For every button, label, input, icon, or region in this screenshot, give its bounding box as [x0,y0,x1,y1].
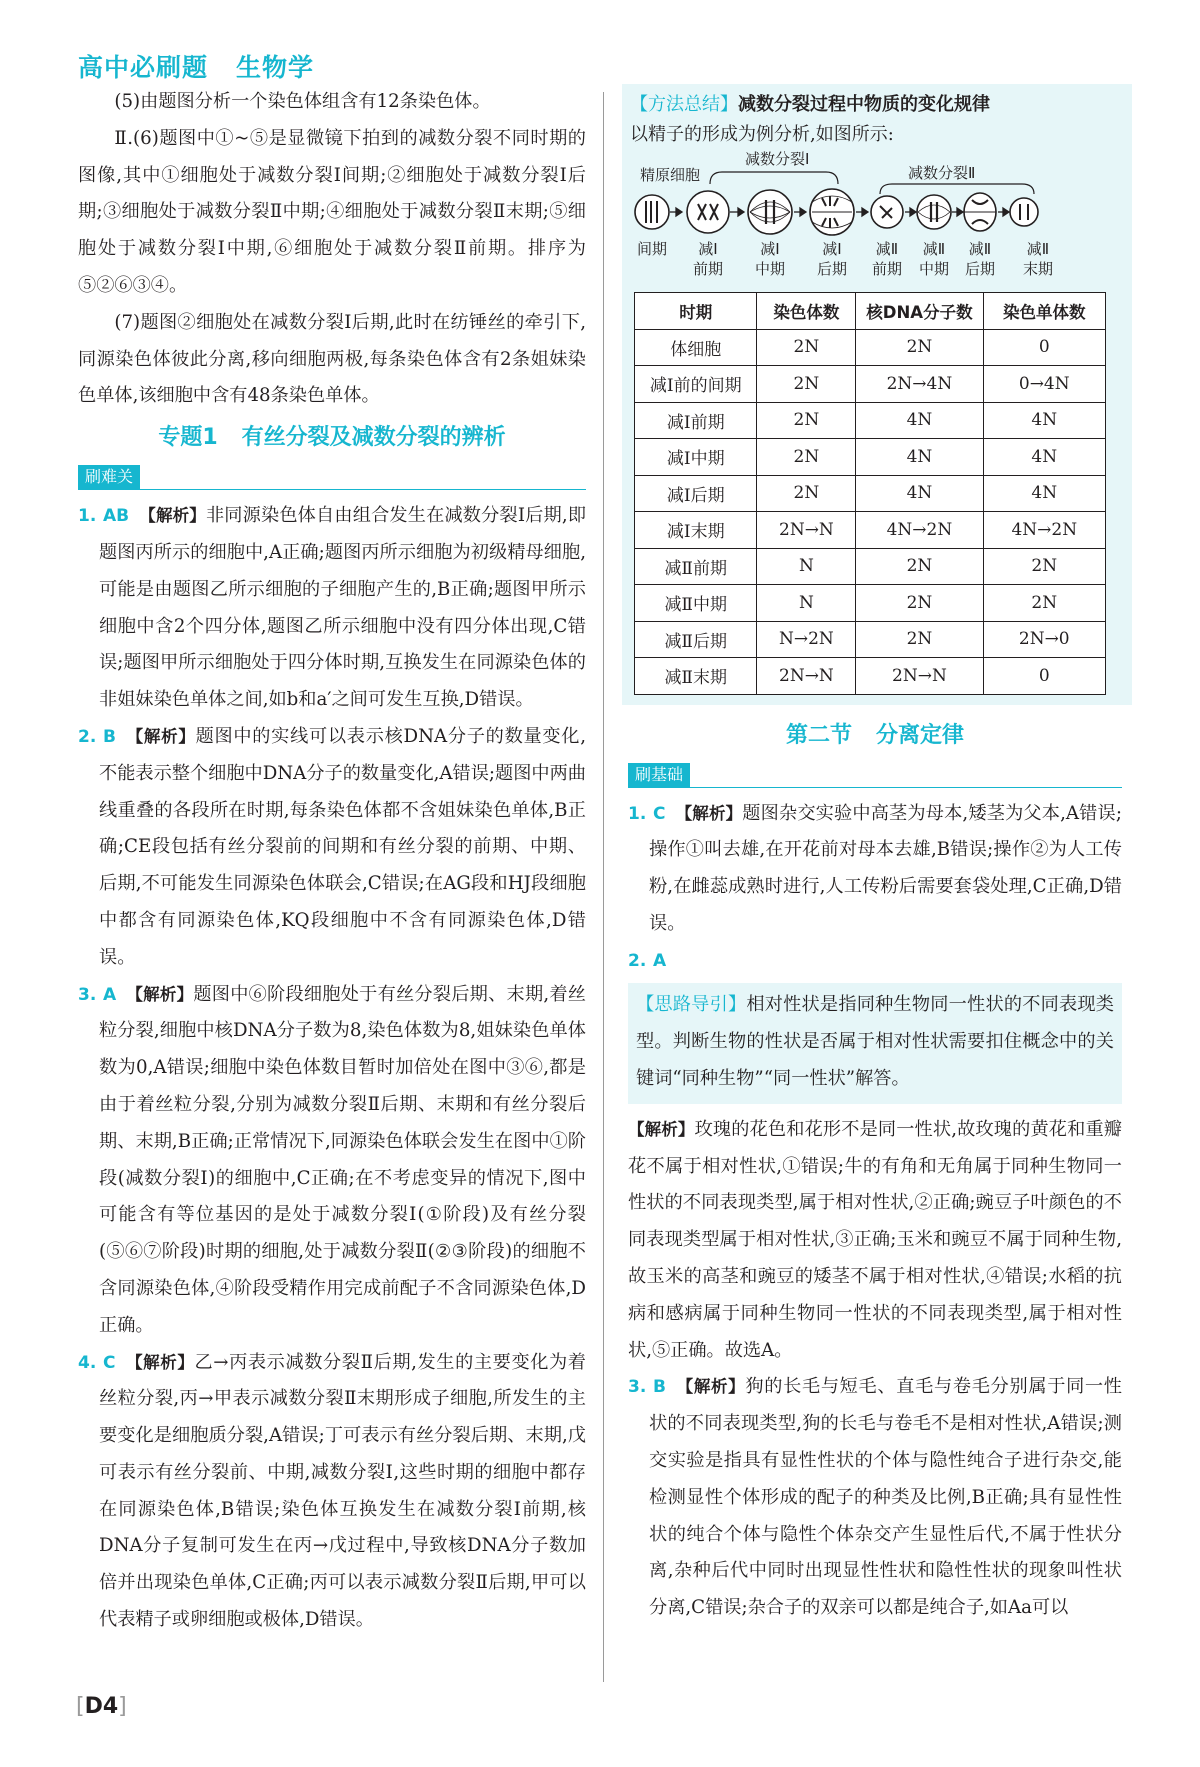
analysis-label: 【解析】 [628,1119,695,1139]
analysis-label: 【解析】 [126,984,194,1004]
stage-label-line2: 前期 [871,260,903,278]
diagram-meiosis1-label: 减数分裂Ⅰ [745,150,810,168]
table-cell: 减Ⅰ后期 [635,475,757,512]
tag-bar-hard [78,463,586,490]
stage-label-line2: 中期 [918,260,950,278]
answer-key: A [653,950,667,971]
table-cell: 2N [856,548,983,585]
question-number: 1. [78,506,97,527]
meiosis-data-table [634,292,1106,695]
stage-label-line1: 减Ⅰ [822,240,842,258]
thinking-guide-box [628,983,1122,1103]
table-cell: 2N [757,329,856,366]
page-bracket-right: ] [118,1694,127,1719]
method-summary-intro: 以精子的形成为例分析,如图所示: [630,124,894,145]
table-header-cell: 核DNA分子数 [856,293,983,330]
table-cell: 0 [983,658,1105,695]
table-cell: 4N→2N [983,512,1105,549]
table-cell: 4N→2N [856,512,983,549]
section-heading [628,719,1122,753]
table-cell: 减Ⅱ末期 [635,658,757,695]
question-r3 [628,1369,1122,1627]
table-cell: 2N→N [757,658,856,695]
question-number: 2. [78,726,97,747]
right-column [628,84,1122,1627]
page-bracket-left: [ [76,1694,85,1719]
table-header-cell: 染色体数 [757,293,856,330]
thinking-guide-text: 相对性状是指同种生物同一性状的不同表现类型。判断生物的性状是否属于相对性状需要扣住概念中的关键词“同种生物”“同一性状”解答。 [636,994,1114,1090]
tag-label: 刷基础 [628,763,690,788]
table-body [635,329,1106,694]
analysis-text: 玫瑰的花色和花形不是同一性状,故玫瑰的黄花和重瓣花不属于相对性状,①错误;牛的有角和无角属于同种生物同一性状的不同表现类型,属于相对性状,②正确;豌豆子叶颜色的不同表现类型属于相对性状,③正确;玉米和豌豆不属于同种生物,故玉米的高茎和豌豆的矮茎不属于相对性状,④错误;水稻的抗病和感病属于同种生物同一性状的不同表现类型,属于相对性状,⑤正确。故选A。 [628,1118,1122,1361]
topic-number: 专题1 [158,425,218,451]
meiosis2-bracket [880,184,1034,194]
cell-interphase [635,195,669,229]
question-number: 1. [628,803,647,824]
stage-label-line1: 减Ⅰ [760,240,780,258]
left-column [78,84,586,1639]
paragraph-6: Ⅱ.(6)题图中①~⑤是显微镜下拍到的减数分裂不同时期的图像,其中①细胞处于减数分裂Ⅰ间期;②细胞处于减数分裂Ⅰ后期;③细胞处于减数分裂Ⅱ中期;④细胞处于减数分裂Ⅱ末期;⑤细胞处于减数分裂Ⅰ中期,⑥细胞处于减数分裂Ⅱ前期。排序为⑤②⑥③④。 [78,127,586,296]
analysis-text: 题图中的实线可以表示核DNA分子的数量变化,不能表示整个细胞中DNA分子的数量变化,A错误;题图中两曲线重叠的各段所在时期,每条染色体都不含姐妹染色单体,B正确;CE段包括有丝分裂前的间期和有丝分裂的前期、中期、后期,不可能发生同源染色体联会,C错误;在AG段和HJ段细胞中都含有同源染色体,KQ段细胞中不含有同源染色体,D错误。 [99,725,586,968]
column-divider [603,92,604,1682]
tag-label: 刷难关 [78,465,140,490]
analysis-label: 【解析】 [675,803,743,823]
stage-label-line2: 前期 [692,260,724,278]
stage-labels [637,240,1053,278]
answer-key: AB [103,506,130,527]
table-row [635,329,1106,366]
page-header [78,48,342,84]
analysis-label: 【解析】 [139,506,206,526]
question-4 [78,1345,586,1639]
table-cell: 2N→4N [856,366,983,403]
table-cell: 2N [757,475,856,512]
method-summary-heading: 减数分裂过程中物质的变化规律 [738,94,990,115]
stage-label-line1: 减Ⅱ [1026,240,1050,258]
analysis-text: 非同源染色体自由组合发生在减数分裂Ⅰ后期,即题图丙所示的细胞中,A正确;题图丙所示细胞为初级精母细胞,可能是由题图乙所示细胞的子细胞产生的,B正确;题图甲所示细胞中含2个四分体,题图乙所示细胞中没有四分体出现,C错误;题图甲所示细胞处于四分体时期,互换发生在同源染色体的非姐妹染色单体之间,如b和a′之间可发生互换,D错误。 [99,505,587,711]
page-number-text: D4 [84,1694,119,1719]
table-cell: 2N [983,548,1105,585]
question-3 [78,977,586,1345]
table-cell: 2N [757,439,856,476]
cell-telophase-2 [1010,198,1038,226]
stage-label-line1: 减Ⅱ [875,240,899,258]
question-number: 3. [78,984,97,1005]
stage-label-line2: 后期 [964,260,996,278]
analysis-text: 乙→丙表示减数分裂Ⅱ后期,发生的主要变化为着丝粒分裂,丙→甲表示减数分裂Ⅱ末期形成子细胞,所发生的主要变化是细胞质分裂,A错误;丁可表示有丝分裂后期、末期,戊可表示有丝分裂前、中期,减数分裂Ⅰ,这些时期的细胞中都存在同源染色体,B错误;染色体互换发生在减数分裂Ⅰ前期,核DNA分子复制可发生在丙→戊过程中,导致核DNA分子数加倍并出现染色单体,C正确;丙可以表示减数分裂Ⅱ后期,甲可以代表精子或卵细胞或极体,D错误。 [99,1351,586,1631]
table-cell: 减Ⅱ后期 [635,621,757,658]
question-r2 [628,943,1122,980]
subject-title: 生物学 [236,53,315,82]
stage-label-line2: 后期 [816,260,848,278]
question-number: 3. [628,1377,647,1398]
thinking-guide-text-wrap [636,987,1114,1097]
table-cell: 减Ⅰ中期 [635,439,757,476]
paragraph-7: (7)题图②细胞处在减数分裂Ⅰ后期,此时在纺锤丝的牵引下,同源染色体彼此分离,移向细胞两极,每条染色体含有2条姐妹染色单体,该细胞中含有48条染色单体。 [78,311,586,407]
table-cell: 减Ⅱ前期 [635,548,757,585]
table-cell: 减Ⅰ前期 [635,402,757,439]
book-title: 高中必刷题 [78,53,209,82]
table-cell: 0 [983,329,1105,366]
analysis-label: 【解析】 [125,726,196,746]
table-cell: N [757,585,856,622]
table-cell: 2N [757,402,856,439]
method-summary-box [622,84,1132,705]
table-cell: 4N [983,402,1105,439]
stage-label-line2: 中期 [754,260,786,278]
question-r1 [628,796,1122,943]
table-cell: 4N [856,402,983,439]
table-row [635,366,1106,403]
cell-metaphase-1 [748,190,792,234]
table-row [635,585,1106,622]
section-number: 第二节 [785,722,852,748]
meiosis1-bracket [710,172,838,184]
analysis-label: 【解析】 [675,1377,746,1397]
table-row [635,512,1106,549]
question-number: 4. [78,1352,97,1373]
stage-label-line1: 减Ⅰ [698,240,718,258]
table-cell: N→2N [757,621,856,658]
section-title: 分离定律 [876,722,965,748]
table-cell: 0→4N [983,366,1105,403]
question-2 [78,719,586,977]
table-cell: 减Ⅰ前的间期 [635,366,757,403]
method-summary-title [630,90,1124,120]
answer-key: B [653,1377,666,1398]
answer-key: B [103,726,116,747]
cell-prophase-1 [687,191,729,233]
question-r2-analysis [628,1112,1122,1370]
table-cell: 2N [856,585,983,622]
table-cell: 体细胞 [635,329,757,366]
table-cell: N [757,548,856,585]
stage-label-line1: 减Ⅱ [922,240,946,258]
table-cell: 2N [757,366,856,403]
analysis-label: 【解析】 [125,1352,195,1372]
analysis-text: 题图杂交实验中高茎为母本,矮茎为父本,A错误;操作①叫去雄,在开花前对母本去雄,B错误;操作②为人工传粉,在雌蕊成熟时进行,人工传粉后需要套袋处理,C正确,D错误。 [649,802,1123,934]
table-header-cell: 染色单体数 [983,293,1105,330]
question-1 [78,498,586,719]
answer-key: C [653,803,666,824]
table-cell: 2N [856,621,983,658]
table-row [635,402,1106,439]
table-row [635,475,1106,512]
table-cell: 4N [983,439,1105,476]
table-row [635,439,1106,476]
table-header-cell: 时期 [635,293,757,330]
question-number: 2. [628,950,647,971]
diagram-meiosis2-label: 减数分裂Ⅱ [908,164,976,182]
stage-label-line2: 末期 [1022,260,1054,278]
table-cell: 4N [856,439,983,476]
analysis-text: 狗的长毛与短毛、直毛与卷毛分别属于同一性状的不同表现类型,狗的长毛与卷毛不是相对性状,A错误;测交实验是指具有显性性状的个体与隐性纯合子进行杂交,能检测显性个体形成的配子的种类及比例,B正确;具有显性性状的纯合个体与隐性个体杂交产生显性后代,不属于性状分离,杂种后代中同时出现显性性状和隐性性状的现象叫性状分离,C错误;杂合子的双亲可以都是纯合子,如Aa可以 [649,1376,1122,1619]
stage-label-line1: 减Ⅱ [968,240,992,258]
table-row [635,621,1106,658]
table-row [635,548,1106,585]
tag-bar-basic [628,761,1122,788]
cell-metaphase-2 [917,195,951,229]
table-cell: 2N→N [856,658,983,695]
diagram-cell-label: 精原细胞 [640,166,701,184]
page-number [76,1694,127,1719]
table-row [635,658,1106,695]
table-cell: 2N→N [757,512,856,549]
paragraph-5: (5)由题图分析一个染色体组含有12条染色体。 [114,91,491,112]
table-cell: 4N [983,475,1105,512]
method-summary-label: 【方法总结】 [630,94,738,115]
table-cell: 减Ⅱ中期 [635,585,757,622]
cell-anaphase-2 [964,193,996,231]
stage-label-line1: 间期 [636,240,668,258]
table-cell: 减Ⅰ末期 [635,512,757,549]
thinking-guide-label: 【思路导引】 [636,994,747,1016]
answer-key: C [103,1352,116,1373]
cell-anaphase-1 [810,189,854,235]
table-cell: 2N→0 [983,621,1105,658]
answer-key: A [103,984,117,1005]
topic-title: 有丝分裂及减数分裂的辨析 [241,425,506,451]
table-header-row [635,293,1106,330]
cell-prophase-2 [871,196,903,228]
table-cell: 2N [856,329,983,366]
meiosis-diagram [630,150,1110,282]
topic-heading [78,421,586,455]
table-cell: 4N [856,475,983,512]
table-cell: 2N [983,585,1105,622]
analysis-text: 题图中⑥阶段细胞处于有丝分裂后期、末期,着丝粒分裂,细胞中核DNA分子数为8,染色体数为8,姐妹染色单体数为0,A错误;细胞中染色体数目暂时加倍处在图中③⑥,都是由于着丝粒分裂,分别为减数分裂Ⅱ后期、末期和有丝分裂后期、末期,B正确;正常情况下,同源染色体联会发生在图中①阶段(减数分裂Ⅰ)的细胞中,C正确;在不考虑变异的情况下,图中可能含有等位基因的是处于减数分裂Ⅰ(①阶段)及有丝分裂(⑤⑥⑦阶段)时期的细胞,处于减数分裂Ⅱ(②③阶段)的细胞不含同源染色体,④阶段受精作用完成前配子不含同源染色体,D正确。 [99,983,586,1336]
